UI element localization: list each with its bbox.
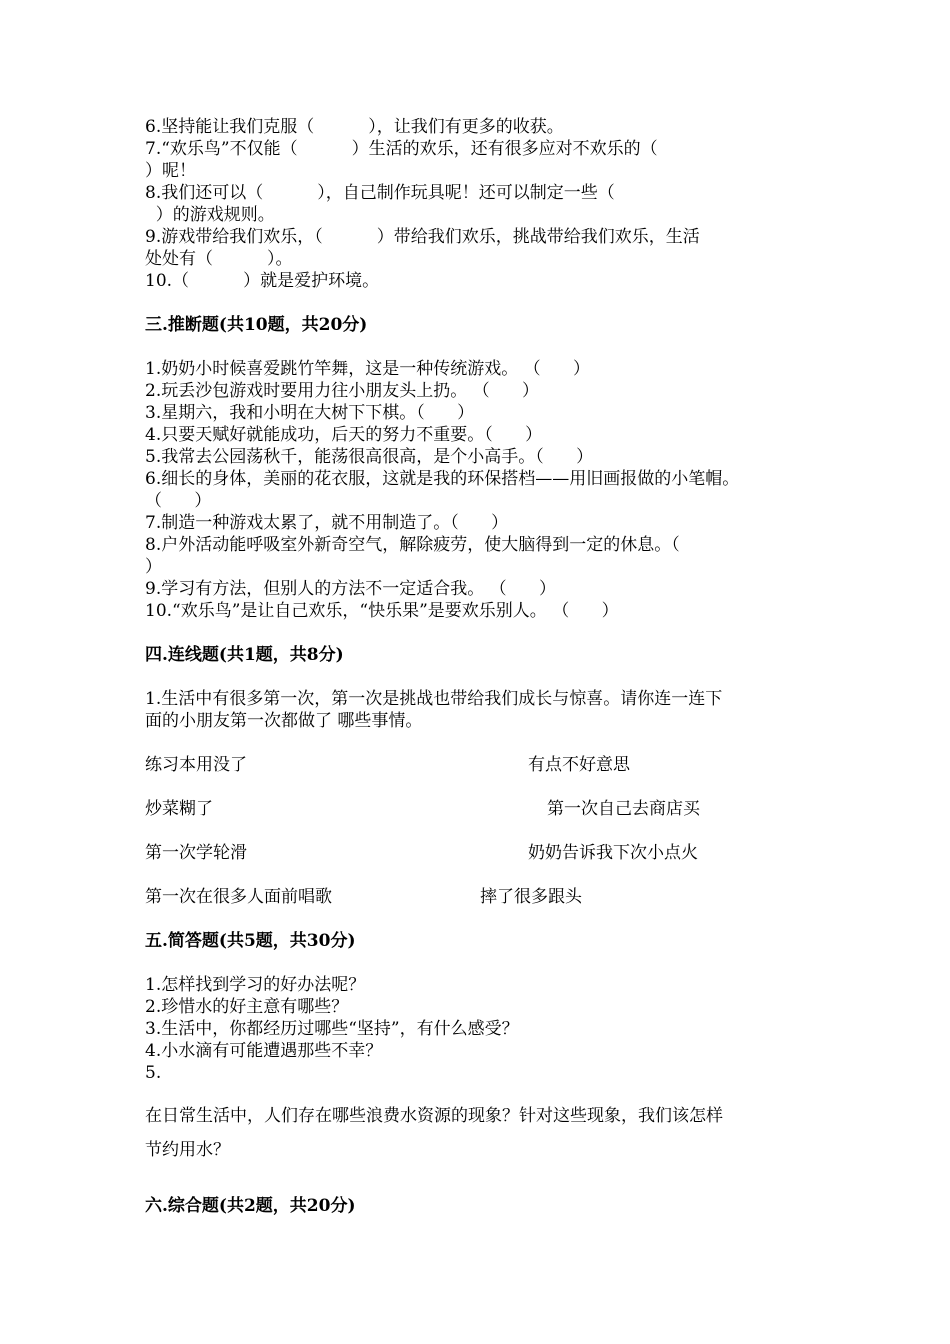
short-item-5: 5. [145, 1063, 162, 1083]
judge-item-4: 4.只要天赋好就能成功，后天的努力不重要。（ ） [145, 425, 543, 445]
judge-item-9: 9.学习有方法，但别人的方法不一定适合我。 （ ） [145, 579, 557, 599]
fill-item-6: 6.坚持能让我们克服（ ），让我们有更多的收获。 [145, 117, 564, 137]
match-right-1: 有点不好意思 [528, 755, 630, 775]
short-item-1: 1.怎样找到学习的好办法呢？ [145, 975, 366, 995]
short-item-3: 3.生活中，你都经历过哪些“坚持”，有什么感受？ [145, 1019, 519, 1039]
match-left-2: 炒菜糊了 [145, 799, 213, 819]
fill-item-10: 10.（ ）就是爱护环境。 [145, 271, 380, 291]
fill-item-9: 9.游戏带给我们欢乐，（ ）带给我们欢乐，挑战带给我们欢乐，生活 [145, 227, 700, 247]
judge-item-6-cont: （ ） [145, 491, 212, 511]
section-5-title: 五.简答题(共5题，共30分) [145, 931, 356, 951]
section-4-title: 四.连线题(共1题，共8分) [145, 645, 344, 665]
judge-item-8-cont: ） [145, 557, 162, 577]
judge-item-7: 7.制造一种游戏太累了，就不用制造了。（ ） [145, 513, 509, 533]
short-item-5-text-2: 节约用水？ [145, 1140, 230, 1160]
match-left-3: 第一次学轮滑 [145, 843, 247, 863]
match-right-4: 摔了很多跟头 [480, 887, 582, 907]
fill-item-8: 8.我们还可以（ ），自己制作玩具呢！还可以制定一些（ [145, 183, 615, 203]
match-question-line-1: 1.生活中有很多第一次，第一次是挑战也带给我们成长与惊喜。请你连一连下 [145, 689, 723, 709]
match-left-1: 练习本用没了 [145, 755, 247, 775]
match-right-2: 第一次自己去商店买 [547, 799, 700, 819]
short-item-4: 4.小水滴有可能遭遇那些不幸？ [145, 1041, 383, 1061]
section-3-title: 三.推断题(共10题，共20分) [145, 315, 368, 335]
fill-item-9-cont: 处处有（ ）。 [145, 249, 293, 269]
fill-item-8-cont: ）的游戏规则。 [145, 205, 275, 225]
judge-item-2: 2.玩丢沙包游戏时要用力往小朋友头上扔。 （ ） [145, 381, 540, 401]
section-6-title: 六.综合题(共2题，共20分) [145, 1196, 356, 1216]
match-left-4: 第一次在很多人面前唱歌 [145, 887, 332, 907]
short-item-5-text-1: 在日常生活中，人们存在哪些浪费水资源的现象？针对这些现象，我们该怎样 [145, 1106, 723, 1126]
fill-item-7: 7.“欢乐鸟”不仅能（ ）生活的欢乐，还有很多应对不欢乐的（ [145, 139, 658, 159]
match-right-3: 奶奶告诉我下次小点火 [528, 843, 698, 863]
judge-item-6: 6.细长的身体，美丽的花衣服，这就是我的环保搭档——用旧画报做的小笔帽。 [145, 469, 740, 489]
judge-item-3: 3.星期六，我和小明在大树下下棋。（ ） [145, 403, 475, 423]
judge-item-10: 10.“欢乐鸟”是让自己欢乐，“快乐果”是要欢乐别人。 （ ） [145, 601, 619, 621]
judge-item-8: 8.户外活动能呼吸室外新奇空气，解除疲劳，使大脑得到一定的休息。（ [145, 535, 680, 555]
fill-item-7-cont: ）呢！ [145, 161, 196, 181]
short-item-2: 2.珍惜水的好主意有哪些？ [145, 997, 349, 1017]
judge-item-5: 5.我常去公园荡秋千，能荡很高很高，是个小高手。（ ） [145, 447, 594, 467]
judge-item-1: 1.奶奶小时候喜爱跳竹竿舞，这是一种传统游戏。 （ ） [145, 359, 591, 379]
match-question-line-2: 面的小朋友第一次都做了 哪些事情。 [145, 711, 423, 731]
